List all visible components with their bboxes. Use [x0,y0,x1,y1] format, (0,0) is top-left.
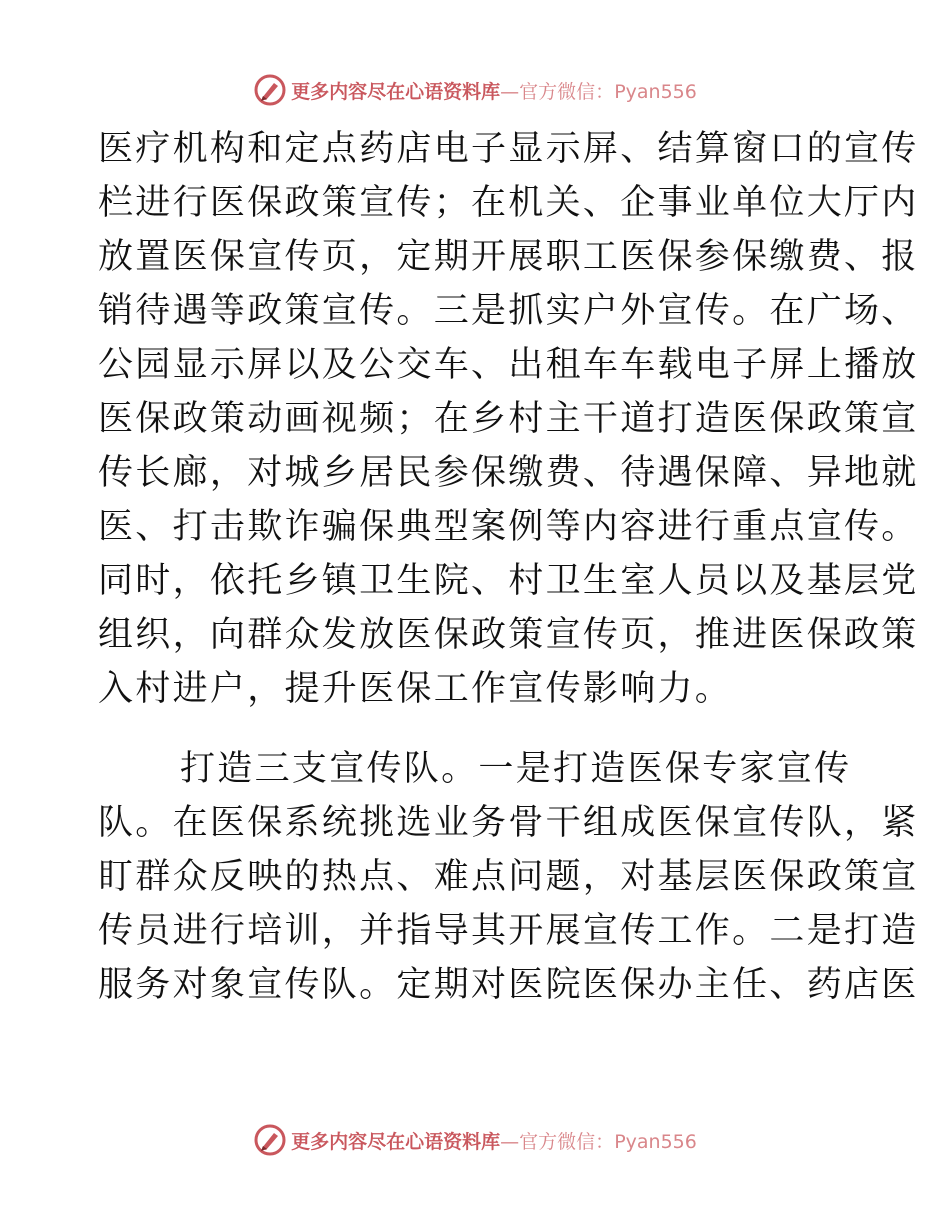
text-line: 传员进行培训，并指导其开展宣传工作。二是打造 [98,911,919,951]
banner-site: 更多内容尽在心语资料库 [291,1130,501,1153]
pen-logo-icon [253,73,287,107]
paragraph-gap [98,716,858,742]
text-line: 医保政策动画视频；在乡村主干道打造医保政策宣 [98,399,919,439]
paragraph-2 [98,742,919,1012]
text-line: 医、打击欺诈骗保典型案例等内容进行重点宣传。 [98,507,919,547]
text-line: 栏进行医保政策宣传；在机关、企事业单位大厅内 [98,183,919,223]
text-line: 公园显示屏以及公交车、出租车车载电子屏上播放 [98,345,919,385]
text-line: 入村进户，提升医保工作宣传影响力。 [98,669,733,709]
banner-wechat-id: Pyan556 [614,1130,697,1153]
banner-site: 更多内容尽在心语资料库 [291,80,501,103]
text-line: 组织，向群众发放医保政策宣传页，推进医保政策 [98,615,919,655]
banner-wechat-label: 官方微信： [519,80,615,103]
text-line: 放置医保宣传页，定期开展职工医保参保缴费、报 [98,237,919,277]
text-line: 传长廊，对城乡居民参保缴费、待遇保障、异地就 [98,453,919,493]
text-line: 服务对象宣传队。定期对医院医保办主任、药店医 [98,965,919,1005]
footer-banner [0,1120,950,1160]
banner-wechat-id: Pyan556 [614,80,697,103]
pen-logo-icon [253,1123,287,1157]
banner-separator: — [500,1130,520,1153]
banner-text [291,77,697,104]
banner-separator: — [500,80,520,103]
banner-wechat-label: 官方微信： [519,1130,615,1153]
text-line: 打造三支宣传队。一是打造医保专家宣传 [180,749,852,789]
text-line: 同时，依托乡镇卫生院、村卫生室人员以及基层党 [98,561,919,601]
text-line: 销待遇等政策宣传。三是抓实户外宣传。在广场、 [98,291,919,331]
paragraph-1 [98,122,919,716]
text-line: 队。在医保系统挑选业务骨干组成医保宣传队，紧 [98,803,919,843]
banner-text [291,1127,697,1154]
text-line: 盯群众反映的热点、难点问题，对基层医保政策宣 [98,857,919,897]
document-body [98,122,919,1012]
header-banner [0,70,950,110]
text-line: 医疗机构和定点药店电子显示屏、结算窗口的宣传 [98,129,919,169]
